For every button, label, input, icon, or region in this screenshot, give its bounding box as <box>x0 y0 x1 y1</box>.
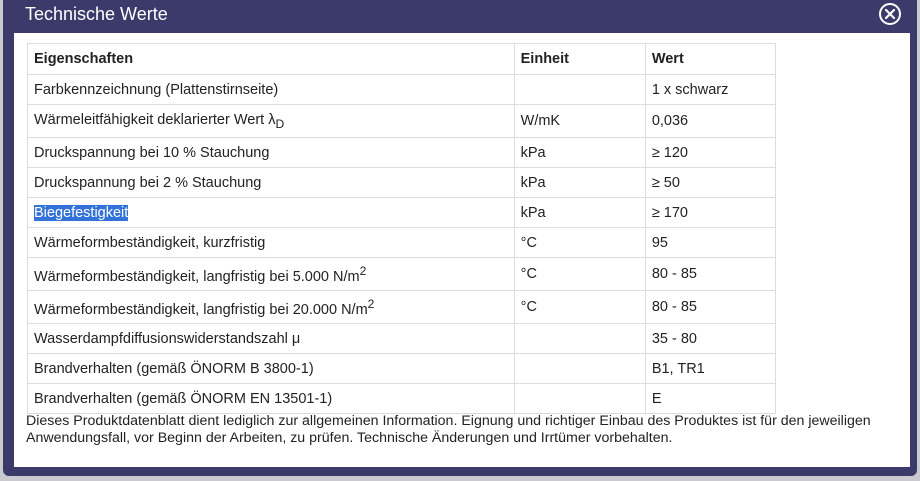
property-text: Wärmeformbeständigkeit, langfristig bei 20.000 N/m <box>34 301 368 318</box>
unit-cell <box>514 384 645 414</box>
dialog-titlebar <box>3 0 917 30</box>
unit-cell: °C <box>514 291 645 324</box>
property-subscript: D <box>275 116 285 131</box>
property-cell: Druckspannung bei 10 % Stauchung <box>28 138 515 168</box>
property-cell <box>28 105 515 138</box>
dialog-title: Technische Werte <box>25 4 168 24</box>
unit-cell: °C <box>514 258 645 291</box>
property-superscript: 2 <box>367 296 375 311</box>
table-row <box>28 258 776 291</box>
property-cell: Brandverhalten (gemäß ÖNORM EN 13501-1) <box>28 384 515 414</box>
unit-cell <box>514 354 645 384</box>
header-wert: Wert <box>645 44 775 75</box>
close-button[interactable] <box>879 3 901 25</box>
property-cell <box>28 258 515 291</box>
header-eigenschaften: Eigenschaften <box>28 44 515 75</box>
properties-table <box>27 43 776 414</box>
table-row <box>28 291 776 324</box>
table-row <box>28 354 776 384</box>
close-icon <box>884 8 896 20</box>
property-cell: Brandverhalten (gemäß ÖNORM B 3800-1) <box>28 354 515 384</box>
value-cell: 35 - 80 <box>645 324 775 354</box>
value-cell: 95 <box>645 228 775 258</box>
header-einheit: Einheit <box>514 44 645 75</box>
value-cell: 80 - 85 <box>645 258 775 291</box>
unit-cell <box>514 75 645 105</box>
property-cell: Wasserdampfdiffusionswiderstandszahl μ <box>28 324 515 354</box>
value-cell: 0,036 <box>645 105 775 138</box>
table-header-row <box>28 44 776 75</box>
table-row <box>28 138 776 168</box>
disclaimer-text: Dieses Produktdatenblatt dient lediglich zur allgemeinen Information. Eignung und richtiger Einbau des Produktes ist für den jeweiligen Anwendungsfall, vor Beginn der Arbeiten, zu prüfen. Technische Änderungen und Irrtümer vorbehalten. <box>26 413 871 446</box>
table-row <box>28 228 776 258</box>
value-cell: 80 - 85 <box>645 291 775 324</box>
property-text: Wärmeformbeständigkeit, langfristig bei 5.000 N/m <box>34 268 360 285</box>
table-row <box>28 384 776 414</box>
property-cell: Farbkennzeichnung (Plattenstirnseite) <box>28 75 515 105</box>
value-cell: ≥ 50 <box>645 168 775 198</box>
property-superscript: 2 <box>359 263 367 278</box>
value-cell: B1, TR1 <box>645 354 775 384</box>
unit-cell: kPa <box>514 168 645 198</box>
property-cell <box>28 198 515 228</box>
unit-cell: °C <box>514 228 645 258</box>
value-cell: ≥ 170 <box>645 198 775 228</box>
dialog-content <box>14 33 910 467</box>
unit-cell: kPa <box>514 198 645 228</box>
value-cell: ≥ 120 <box>645 138 775 168</box>
unit-cell <box>514 324 645 354</box>
table-row <box>28 198 776 228</box>
value-cell: E <box>645 384 775 414</box>
table-row <box>28 168 776 198</box>
table-row <box>28 324 776 354</box>
property-cell <box>28 291 515 324</box>
unit-cell: W/mK <box>514 105 645 138</box>
unit-cell: kPa <box>514 138 645 168</box>
property-cell: Wärmeformbeständigkeit, kurzfristig <box>28 228 515 258</box>
table-row <box>28 75 776 105</box>
property-cell: Druckspannung bei 2 % Stauchung <box>28 168 515 198</box>
selected-text: Biegefestigkeit <box>34 204 129 221</box>
property-text: Wärmeleitfähigkeit deklarierter Wert λ <box>34 111 276 128</box>
value-cell: 1 x schwarz <box>645 75 775 105</box>
technical-values-dialog <box>3 0 917 476</box>
table-row <box>28 105 776 138</box>
